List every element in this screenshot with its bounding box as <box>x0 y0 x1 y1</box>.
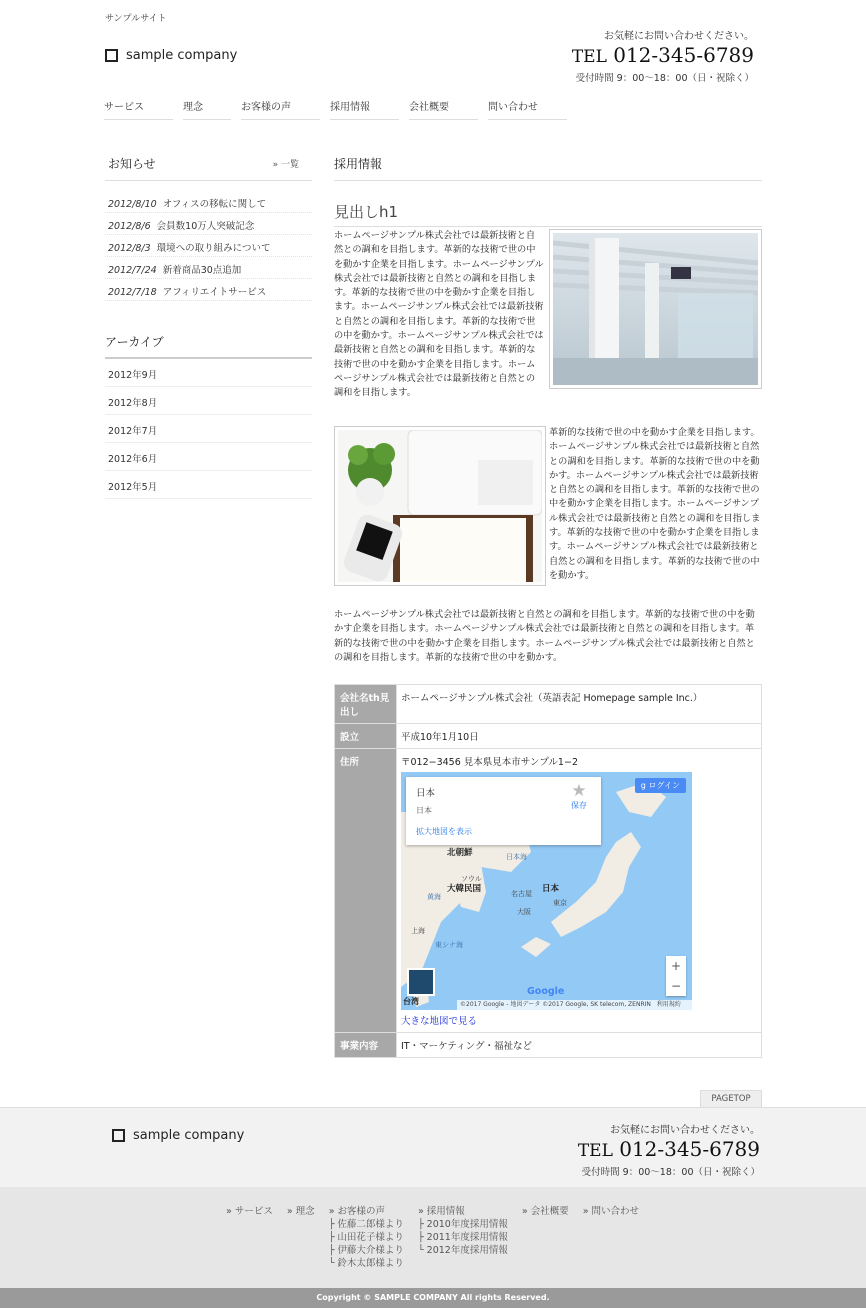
news-date: 2012/8/6 <box>108 221 151 232</box>
map-login-label: ログイン <box>648 781 680 790</box>
td-address <box>397 749 762 1033</box>
news-text: 環境への取り組みについて <box>156 243 271 254</box>
footer-contact-hours: 受付時間 9：00〜18：00（日・祝除く） <box>581 1167 760 1178</box>
map-label-north-korea: 北朝鮮 <box>447 848 473 858</box>
large-map-link[interactable]: 大きな地図で見る <box>401 1016 478 1027</box>
address-text: 〒012−3456 見本県見本市サンプル1−2 <box>401 757 578 768</box>
archive-item[interactable]: 2012年5月 <box>105 471 312 499</box>
td-company-name: ホームページサンプル株式会社（英語表記 Homepage sample Inc.） <box>397 685 762 724</box>
contact-hours: 受付時間 9：00〜18：00（日・祝除く） <box>575 73 754 84</box>
map-zoom-control <box>666 956 686 996</box>
th-business: 事業内容 <box>335 1033 397 1058</box>
news-date: 2012/7/18 <box>108 287 157 298</box>
news-item[interactable] <box>105 191 312 213</box>
map-label-osaka: 大阪 <box>517 908 531 916</box>
th-company-name: 会社名th見出し <box>335 685 397 724</box>
map-attribution-text: ©2017 Google - 地図データ ©2017 Google, SK telecom, ZENRIN <box>460 1001 651 1008</box>
footer-link-recruit[interactable]: » 採用情報 <box>417 1206 465 1217</box>
td-founded: 平成10年1月10日 <box>397 724 762 749</box>
footer-link-philosophy[interactable]: » 理念 <box>286 1206 315 1217</box>
news-text: オフィスの移転に関して <box>162 199 267 210</box>
zoom-in-button[interactable]: + <box>670 959 682 973</box>
footer-logo[interactable] <box>112 1128 244 1143</box>
paragraph-3: ホームページサンプル株式会社では最新技術と自然との調和を目指します。革新的な技術で世の中を動かす企業を目指します。ホームページサンプル株式会社では最新技術と自然との調和を目指します。革新的な技術で世の中を動かす企業を目指します。ホームページサンプル株式会社では最新技術と自然との調和を目指します。革新的な技術で世の中を動かす。 <box>334 609 755 663</box>
news-more-link[interactable]: » 一覧 <box>272 160 299 170</box>
news-item[interactable] <box>105 257 312 279</box>
star-icon: ★ <box>571 781 587 801</box>
th-founded: 設立 <box>335 724 397 749</box>
map-attribution <box>457 1000 692 1010</box>
table-row <box>335 685 762 724</box>
global-nav <box>104 98 567 120</box>
nav-recruit[interactable]: 採用情報 <box>330 98 399 120</box>
nav-philosophy[interactable]: 理念 <box>183 98 231 120</box>
table-row <box>335 1033 762 1058</box>
footer-contact <box>540 1121 760 1178</box>
map-label-seoul: ソウル <box>461 875 482 883</box>
header-contact <box>534 27 754 84</box>
th-address: 住所 <box>335 749 397 1033</box>
desk-image <box>334 426 546 586</box>
tel-prefix: TEL <box>571 47 607 67</box>
tel-prefix: TEL <box>577 1141 613 1161</box>
paragraph-1: ホームページサンプル株式会社では最新技術と自然との調和を目指します。革新的な技術で世の中を動かす企業を目指します。ホームページサンプル株式会社では最新技術と自然との調和を目指します。革新的な技術で世の中を動かす企業を目指します。ホームページサンプル株式会社では最新技術と自然との調和を目指します。革新的な技術で世の中を動かす。ホームページサンプル株式会社では最新技術と自然との調和を目指します。革新的な技術で世の中を動かす企業を目指します。ホームページサンプル株式会社では最新技術と自然との調和を目指します。 <box>334 230 544 399</box>
office-hall-image <box>549 229 762 389</box>
footer-sublink[interactable]: ├ 2010年度採用情報 <box>417 1219 508 1230</box>
map-label-sea-of-japan: 日本海 <box>506 853 527 861</box>
footer-contact-phone <box>540 1138 760 1162</box>
paragraph-2: 革新的な技術で世の中を動かす企業を目指します。ホームページサンプル株式会社では最新技術と自然との調和を目指します。革新的な技術で世の中を動かす。ホームページサンプル株式会社では最新技術と自然との調和を目指します。革新的な技術で世の中を動かす企業を目指します。ホームページサンプル株式会社では最新技術と自然との調和を目指します。革新的な技術で世の中を動かす企業を目指します。ホームページサンプル株式会社では最新技術と自然との調和を目指します。革新的な技術で世の中を動かす。 <box>549 427 761 581</box>
zoom-out-button[interactable]: − <box>670 979 682 993</box>
archive-item[interactable]: 2012年8月 <box>105 387 312 415</box>
main-content <box>334 155 762 227</box>
footer-nav-col <box>418 1205 508 1270</box>
nav-service[interactable]: サービス <box>104 98 173 120</box>
news-header <box>105 155 312 181</box>
nav-voices[interactable]: お客様の声 <box>241 98 320 120</box>
news-text: アフィリエイトサービス <box>162 287 267 298</box>
news-date: 2012/7/24 <box>108 265 157 276</box>
tel-number: 012-345-6789 <box>613 43 754 67</box>
google-g-icon: g <box>640 781 649 790</box>
news-title: お知らせ <box>108 157 156 171</box>
footer-nav-col <box>287 1205 315 1270</box>
footer-nav <box>226 1205 639 1270</box>
footer-contact-lead: お気軽にお問い合わせください。 <box>610 1125 760 1136</box>
map-enlarge-link[interactable]: 拡大地図を表示 <box>416 827 472 836</box>
sidebar <box>105 155 312 499</box>
footer-sublink[interactable]: └ 鈴木太郎様より <box>328 1258 404 1269</box>
news-item[interactable] <box>105 279 312 301</box>
td-business: IT・マーケティング・福祉など <box>397 1033 762 1058</box>
map-label-taiwan: 台湾 <box>403 997 419 1006</box>
map-label-shanghai: 上海 <box>411 927 425 935</box>
logo-square-icon <box>112 1129 125 1142</box>
map-terms-link[interactable]: 利用規約 <box>656 1001 681 1008</box>
map-label-east-china-sea: 東シナ海 <box>435 941 463 949</box>
footer-logo-text: sample company <box>133 1128 245 1143</box>
news-item[interactable] <box>105 213 312 235</box>
desk-photo <box>338 430 542 582</box>
table-row <box>335 724 762 749</box>
nav-contact[interactable]: 問い合わせ <box>488 98 567 120</box>
footer-link-service[interactable]: » サービス <box>226 1206 273 1217</box>
archive-list <box>105 359 312 499</box>
site-tagline: サンプルサイト <box>105 14 167 24</box>
map-card-sub: 日本 <box>416 806 432 815</box>
news-date: 2012/8/3 <box>108 243 151 254</box>
company-info-table <box>334 684 762 1058</box>
map-card-title: 日本 <box>416 788 436 799</box>
pagetop-button[interactable]: PAGETOP <box>700 1090 762 1108</box>
contact-lead: お気軽にお問い合わせください。 <box>604 31 754 42</box>
office-hall-photo <box>553 233 758 385</box>
footer-sublink[interactable]: ├ 伊藤大介様より <box>328 1245 404 1256</box>
footer-sublink[interactable]: ├ 2011年度採用情報 <box>417 1232 508 1243</box>
map-satellite-toggle[interactable] <box>407 968 435 996</box>
map-label-japan: 日本 <box>542 884 560 894</box>
map-label-nagoya: 名古屋 <box>511 890 532 898</box>
map-label-south-korea: 大韓民国 <box>447 884 482 894</box>
footer-sublink[interactable]: └ 2012年度採用情報 <box>417 1245 508 1256</box>
nav-company[interactable]: 会社概要 <box>409 98 478 120</box>
footer-nav-col <box>522 1205 569 1270</box>
tel-number: 012-345-6789 <box>619 1137 760 1161</box>
archive-title: アーカイブ <box>105 333 312 359</box>
footer-link-voices[interactable]: » お客様の声 <box>328 1206 386 1217</box>
map-save-button[interactable] <box>571 783 587 811</box>
footer-sublink[interactable]: ├ 山田花子様より <box>328 1232 404 1243</box>
contact-phone <box>534 44 754 68</box>
archive-item[interactable]: 2012年7月 <box>105 415 312 443</box>
news-date: 2012/8/10 <box>108 199 157 210</box>
news-list <box>105 191 312 301</box>
heading-h1: 見出しh1 <box>334 201 762 227</box>
map-save-label: 保存 <box>571 801 587 810</box>
footer-link-contact[interactable]: » 問い合わせ <box>582 1206 640 1217</box>
footer-link-company[interactable]: » 会社概要 <box>521 1206 569 1217</box>
footer-nav-col <box>583 1205 639 1270</box>
archive-item[interactable]: 2012年6月 <box>105 443 312 471</box>
news-text: 新着商品30点追加 <box>162 265 242 276</box>
map-label-yellow-sea: 黄海 <box>427 893 441 901</box>
google-map[interactable] <box>401 772 692 1010</box>
copyright: Copyright © SAMPLE COMPANY All rights Reserved. <box>0 1288 866 1308</box>
footer-nav-col <box>226 1205 273 1270</box>
archive-item[interactable]: 2012年9月 <box>105 359 312 387</box>
footer-sublink[interactable]: ├ 佐藤二郎様より <box>328 1219 404 1230</box>
logo-text: sample company <box>126 48 238 63</box>
news-item[interactable] <box>105 235 312 257</box>
map-login-button[interactable] <box>635 778 686 793</box>
google-logo: Google <box>527 986 565 997</box>
map-label-tokyo: 東京 <box>553 899 567 907</box>
logo[interactable] <box>105 48 237 63</box>
footer-nav-col <box>329 1205 404 1270</box>
logo-square-icon <box>105 49 118 62</box>
section-title: 採用情報 <box>334 155 762 181</box>
map-info-card <box>406 777 601 845</box>
table-row <box>335 749 762 1033</box>
news-text: 会員数10万人突破記念 <box>156 221 255 232</box>
